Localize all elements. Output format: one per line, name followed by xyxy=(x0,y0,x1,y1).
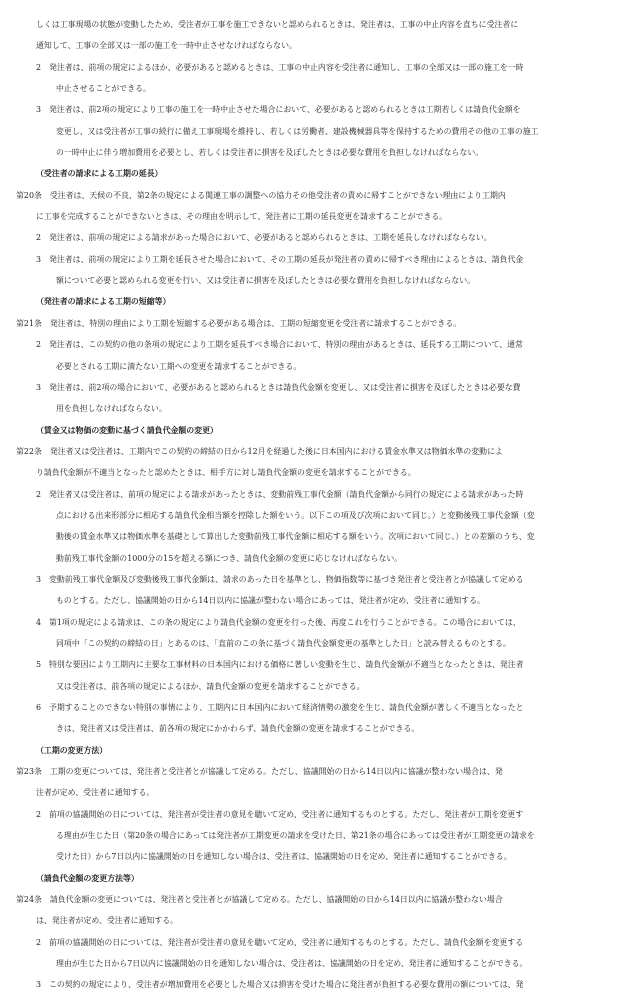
section-heading: （受注者の請求による工期の延長） xyxy=(36,169,163,179)
paragraph-line: 4 第1項の規定による請求は、この条の規定により請負代金額の変更を行った後、再度これを行うことができる。この場合においては、 xyxy=(36,617,521,627)
article-line: 第22条 発注者又は受注者は、工期内でこの契約の締結の日から12月を経過した後に日本国内における賃金水準又は物価水準の変動によ xyxy=(16,446,503,456)
section-heading: （発注者の請求による工期の短縮等） xyxy=(36,297,171,307)
paragraph-line: 3 この契約の規定により、受注者が増加費用を必要とした場合又は損害を受けた場合に発注者が負担する必要な費用の額については、発 xyxy=(36,980,524,990)
text-line: 額について必要と認められる変更を行い、又は受注者に損害を及ぼしたときは必要な費用を負担しなければならない。 xyxy=(56,276,476,286)
article-line: 第24条 請負代金額の変更については、発注者と受注者とが協議して定める。ただし、協議開始の日から14日以内に協議が整わない場合 xyxy=(16,895,503,905)
text-line: 中止させることができる。 xyxy=(56,84,151,94)
paragraph-line: 3 発注者は、前項の規定により工期を延長させた場合において、その工期の延長が発注者の責めに帰すべき理由によるときは、請負代金 xyxy=(36,254,524,264)
text-line: 変更し、又は受注者が工事の続行に備え工事現場を維持し、若しくは労働者、建設機械器具等を保持するための費用その他の工事の施工 xyxy=(56,126,539,136)
text-line: きは、発注者又は受注者は、前各項の規定にかかわらず、請負代金額の変更を請求することができる。 xyxy=(56,724,420,734)
text-line: り請負代金額が不適当となったと認めたときは、相手方に対し請負代金額の変更を請求することができる。 xyxy=(36,468,416,478)
text-line: の一時中止に伴う増加費用を必要とし、若しくは受注者に損害を及ぼしたときは必要な費用を負担しなければならない。 xyxy=(56,148,484,158)
text-line: 理由が生じた日から7日以内に協議開始の日を通知しない場合は、受注者は、協議開始の日を定め、発注者に通知することができる。 xyxy=(56,959,528,969)
paragraph-line: 2 前項の協議開始の日については、発注者が受注者の意見を聴いて定め、受注者に通知するものとする。ただし、請負代金額を変更する xyxy=(36,937,524,947)
article-line: 第21条 発注者は、特別の理由により工期を短縮する必要がある場合は、工期の短縮変更を受注者に請求することができる。 xyxy=(16,318,462,328)
text-line: 同項中「この契約の締結の日」とあるのは、「直前のこの条に基づく請負代金額変更の基準とした日」と読み替えるものとする。 xyxy=(56,638,511,648)
text-line: 必要とされる工期に満たない工期への変更を請求することができる。 xyxy=(56,361,302,371)
paragraph-line: 3 発注者は、前2項の規定により工事の施工を一時中止させた場合において、必要があると認められるときは工期若しくは請負代金額を xyxy=(36,105,521,115)
section-heading: （工期の変更方法） xyxy=(36,745,108,755)
paragraph-line: 6 予期することのできない特別の事情により、工期内に日本国内において経済情勢の激変を生じ、請負代金額が著しく不適当となったと xyxy=(36,703,524,712)
section-heading: （請負代金額の変更方法等） xyxy=(36,873,139,883)
text-line: 点における出来形部分に相応する請負代金相当額を控除した額をいう。以下この項及び次項において同じ。）と変動後残工事代金額（変 xyxy=(56,510,535,520)
paragraph-line: 3 変動前残工事代金額及び変動後残工事代金額は、請求のあった日を基準とし、物価指数等に基づき発注者と受注者とが協議して定める xyxy=(36,574,524,584)
text-line: 注者が定め、受注者に通知する。 xyxy=(36,788,155,798)
text-line: ものとする。ただし、協議開始の日から14日以内に協議が整わない場合にあっては、発注者が定め、受注者に通知する。 xyxy=(56,596,485,606)
text-line: 動前残工事代金額の1000分の15を超える額につき、請負代金額の変更に応じなければならない。 xyxy=(56,553,403,563)
text-line: 通知して、工事の全部又は一部の施工を一時中止させなければならない。 xyxy=(36,41,297,51)
article-line: 第20条 受注者は、天候の不良、第2条の規定による関連工事の調整への協力その他受注者の責めに帰すことができない理由により工期内 xyxy=(16,190,506,200)
paragraph-line: 2 発注者は、前項の規定による請求があった場合において、必要があると認められるときは、工期を延長しなければならない。 xyxy=(36,233,492,243)
paragraph-line: 2 発注者は、この契約の他の条項の規定により工期を延長すべき場合において、特別の理由があるときは、延長する工期について、通常 xyxy=(36,340,523,350)
paragraph-line: 5 特別な要因により工期内に主要な工事材料の日本国内における価格に著しい変動を生じ、請負代金額が不適当となったときは、発注者 xyxy=(36,660,524,670)
paragraph-line: 2 発注者又は受注者は、前項の規定による請求があったときは、変動前残工事代金額（請負代金額から同行の規定による請求があった時 xyxy=(36,489,524,499)
text-line: しくは工事現場の状態が変動したため、受注者が工事を施工できないと認められるときは、発注者は、工事の中止内容を直ちに受注者に xyxy=(36,20,519,29)
paragraph-line: 3 発注者は、前2項の場合において、必要があると認められるときは請負代金額を変更し、又は受注者に損害を及ぼしたときは必要な費 xyxy=(36,382,521,392)
section-heading: （賃金又は物価の変動に基づく請負代金額の変更） xyxy=(36,425,218,435)
text-line: る理由が生じた日（第20条の場合にあっては発注者が工期変更の請求を受けた日、第21条の場合にあっては受注者が工期変更の請求を xyxy=(56,831,535,841)
text-line: 動後の賃金水準又は物価水準を基礎として算出した変動前残工事代金額に相応する額をいう。次項において同じ。）との差額のうち、変 xyxy=(56,532,535,542)
article-line: 第23条 工期の変更については、発注者と受注者とが協議して定める。ただし、協議開始の日から14日以内に協議が整わない場合は、発 xyxy=(16,767,503,777)
text-line: は、発注者が定め、受注者に通知する。 xyxy=(36,916,179,926)
text-line: に工事を完成することができないときは、その理由を明示して、発注者に工期の延長変更を請求することができる。 xyxy=(36,212,448,222)
paragraph-line: 2 発注者は、前項の規定によるほか、必要があると認めるときは、工事の中止内容を受注者に通知し、工事の全部又は一部の施工を一時 xyxy=(36,62,524,72)
paragraph-line: 2 前項の協議開始の日については、発注者が受注者の意見を聴いて定め、受注者に通知するものとする。ただし、発注者が工期を変更す xyxy=(36,809,524,819)
text-line: 用を負担しなければならない。 xyxy=(56,404,167,414)
text-line: 又は受注者は、前各項の規定によるほか、請負代金額の変更を請求することができる。 xyxy=(56,681,365,691)
text-line: 受けた日）から7日以内に協議開始の日を通知しない場合は、受注者は、協議開始の日を定め、発注者に通知することができる。 xyxy=(56,852,512,862)
